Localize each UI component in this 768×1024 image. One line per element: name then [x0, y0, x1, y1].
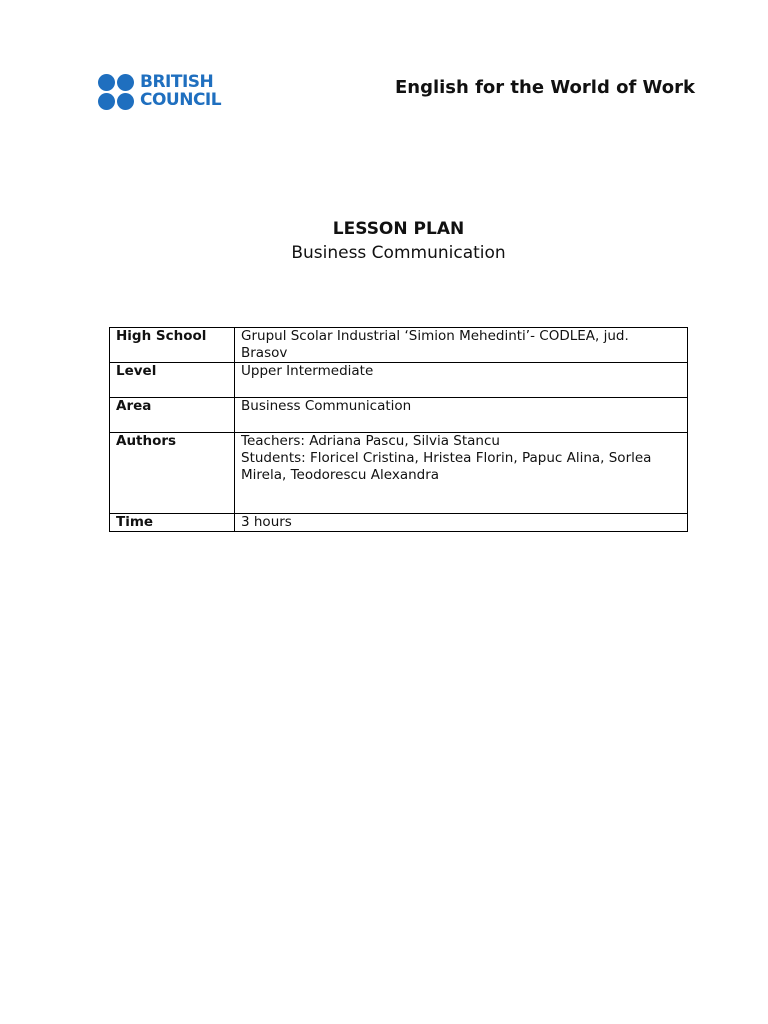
- british-council-logo: [98, 73, 238, 113]
- row-value: [235, 514, 688, 532]
- value-line: 3 hours: [241, 514, 292, 530]
- logo-dot: [98, 93, 115, 110]
- logo-line2: COUNCIL: [140, 90, 222, 110]
- table-row: [110, 363, 688, 398]
- logo-dot: [98, 74, 115, 91]
- value-line: Grupul Scolar Industrial ‘Simion Mehedinti’- CODLEA, jud.: [241, 328, 629, 344]
- table-row: [110, 514, 688, 532]
- row-label: Area: [110, 398, 235, 433]
- table-row: [110, 398, 688, 433]
- row-value: [235, 398, 688, 433]
- row-label: Authors: [110, 433, 235, 514]
- row-label: High School: [110, 328, 235, 363]
- document-subtitle: Business Communication: [291, 243, 506, 263]
- document-title: LESSON PLAN: [332, 219, 465, 239]
- logo-dots-icon: [98, 74, 136, 112]
- logo-dot: [117, 74, 134, 91]
- logo-line1: BRITISH: [140, 72, 214, 92]
- value-line: Brasov: [241, 345, 288, 361]
- value-line: Mirela, Teodorescu Alexandra: [241, 467, 440, 483]
- logo-dot: [117, 93, 134, 110]
- logo-wordmark: [140, 73, 221, 109]
- value-line: Teachers: Adriana Pascu, Silvia Stancu: [241, 433, 500, 449]
- value-line: Business Communication: [241, 398, 412, 414]
- row-label: Level: [110, 363, 235, 398]
- table-row: [110, 328, 688, 363]
- row-label: Time: [110, 514, 235, 532]
- lesson-info-table: [109, 327, 688, 532]
- row-value: [235, 328, 688, 363]
- value-line: Students: Floricel Cristina, Hristea Florin, Papuc Alina, Sorlea: [241, 450, 652, 466]
- header-title: English for the World of Work: [394, 77, 695, 98]
- row-value: [235, 363, 688, 398]
- table-row: [110, 433, 688, 514]
- row-value: [235, 433, 688, 514]
- value-line: Upper Intermediate: [241, 363, 374, 379]
